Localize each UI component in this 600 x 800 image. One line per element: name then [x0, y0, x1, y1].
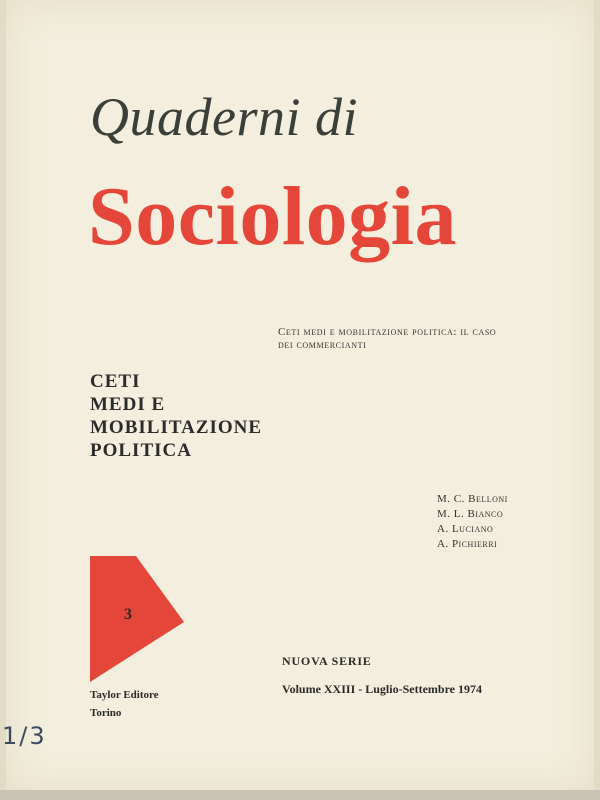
- author-name: A. Luciano: [437, 523, 494, 535]
- issue-heading-line: CETI: [90, 371, 141, 392]
- journal-title-line2: Sociologia: [88, 170, 458, 263]
- author-name: M. L. Bianco: [437, 508, 504, 520]
- issue-subtitle: [278, 326, 578, 352]
- publisher-name: Taylor Editore: [90, 689, 159, 701]
- issue-heading-line: MOBILITAZIONE: [90, 417, 263, 438]
- issue-number-badge-shape: [90, 556, 184, 682]
- red-trapezoid-shape: [90, 556, 184, 682]
- issue-subtitle-line2: dei commercianti: [278, 339, 367, 351]
- author-name: M. C. Belloni: [437, 493, 508, 505]
- series-label: NUOVA SERIE: [282, 654, 372, 668]
- handwritten-note: 1/3: [2, 722, 47, 750]
- publisher-block: [90, 686, 159, 722]
- issue-heading: [90, 370, 262, 462]
- author-name: A. Pichierri: [437, 538, 498, 550]
- scan-bottom-edge: [0, 790, 600, 800]
- author-list: [437, 492, 508, 552]
- publisher-city: Torino: [90, 707, 122, 719]
- issue-heading-line: POLITICA: [90, 440, 192, 461]
- volume-label: Volume XXIII - Luglio-Settembre 1974: [282, 682, 482, 696]
- journal-title-line1: Quaderni di: [90, 87, 358, 147]
- issue-heading-line: MEDI E: [90, 394, 166, 415]
- issue-subtitle-line1: Ceti medi e mobilitazione politica: il caso: [278, 326, 497, 338]
- issue-number: 3: [124, 606, 132, 623]
